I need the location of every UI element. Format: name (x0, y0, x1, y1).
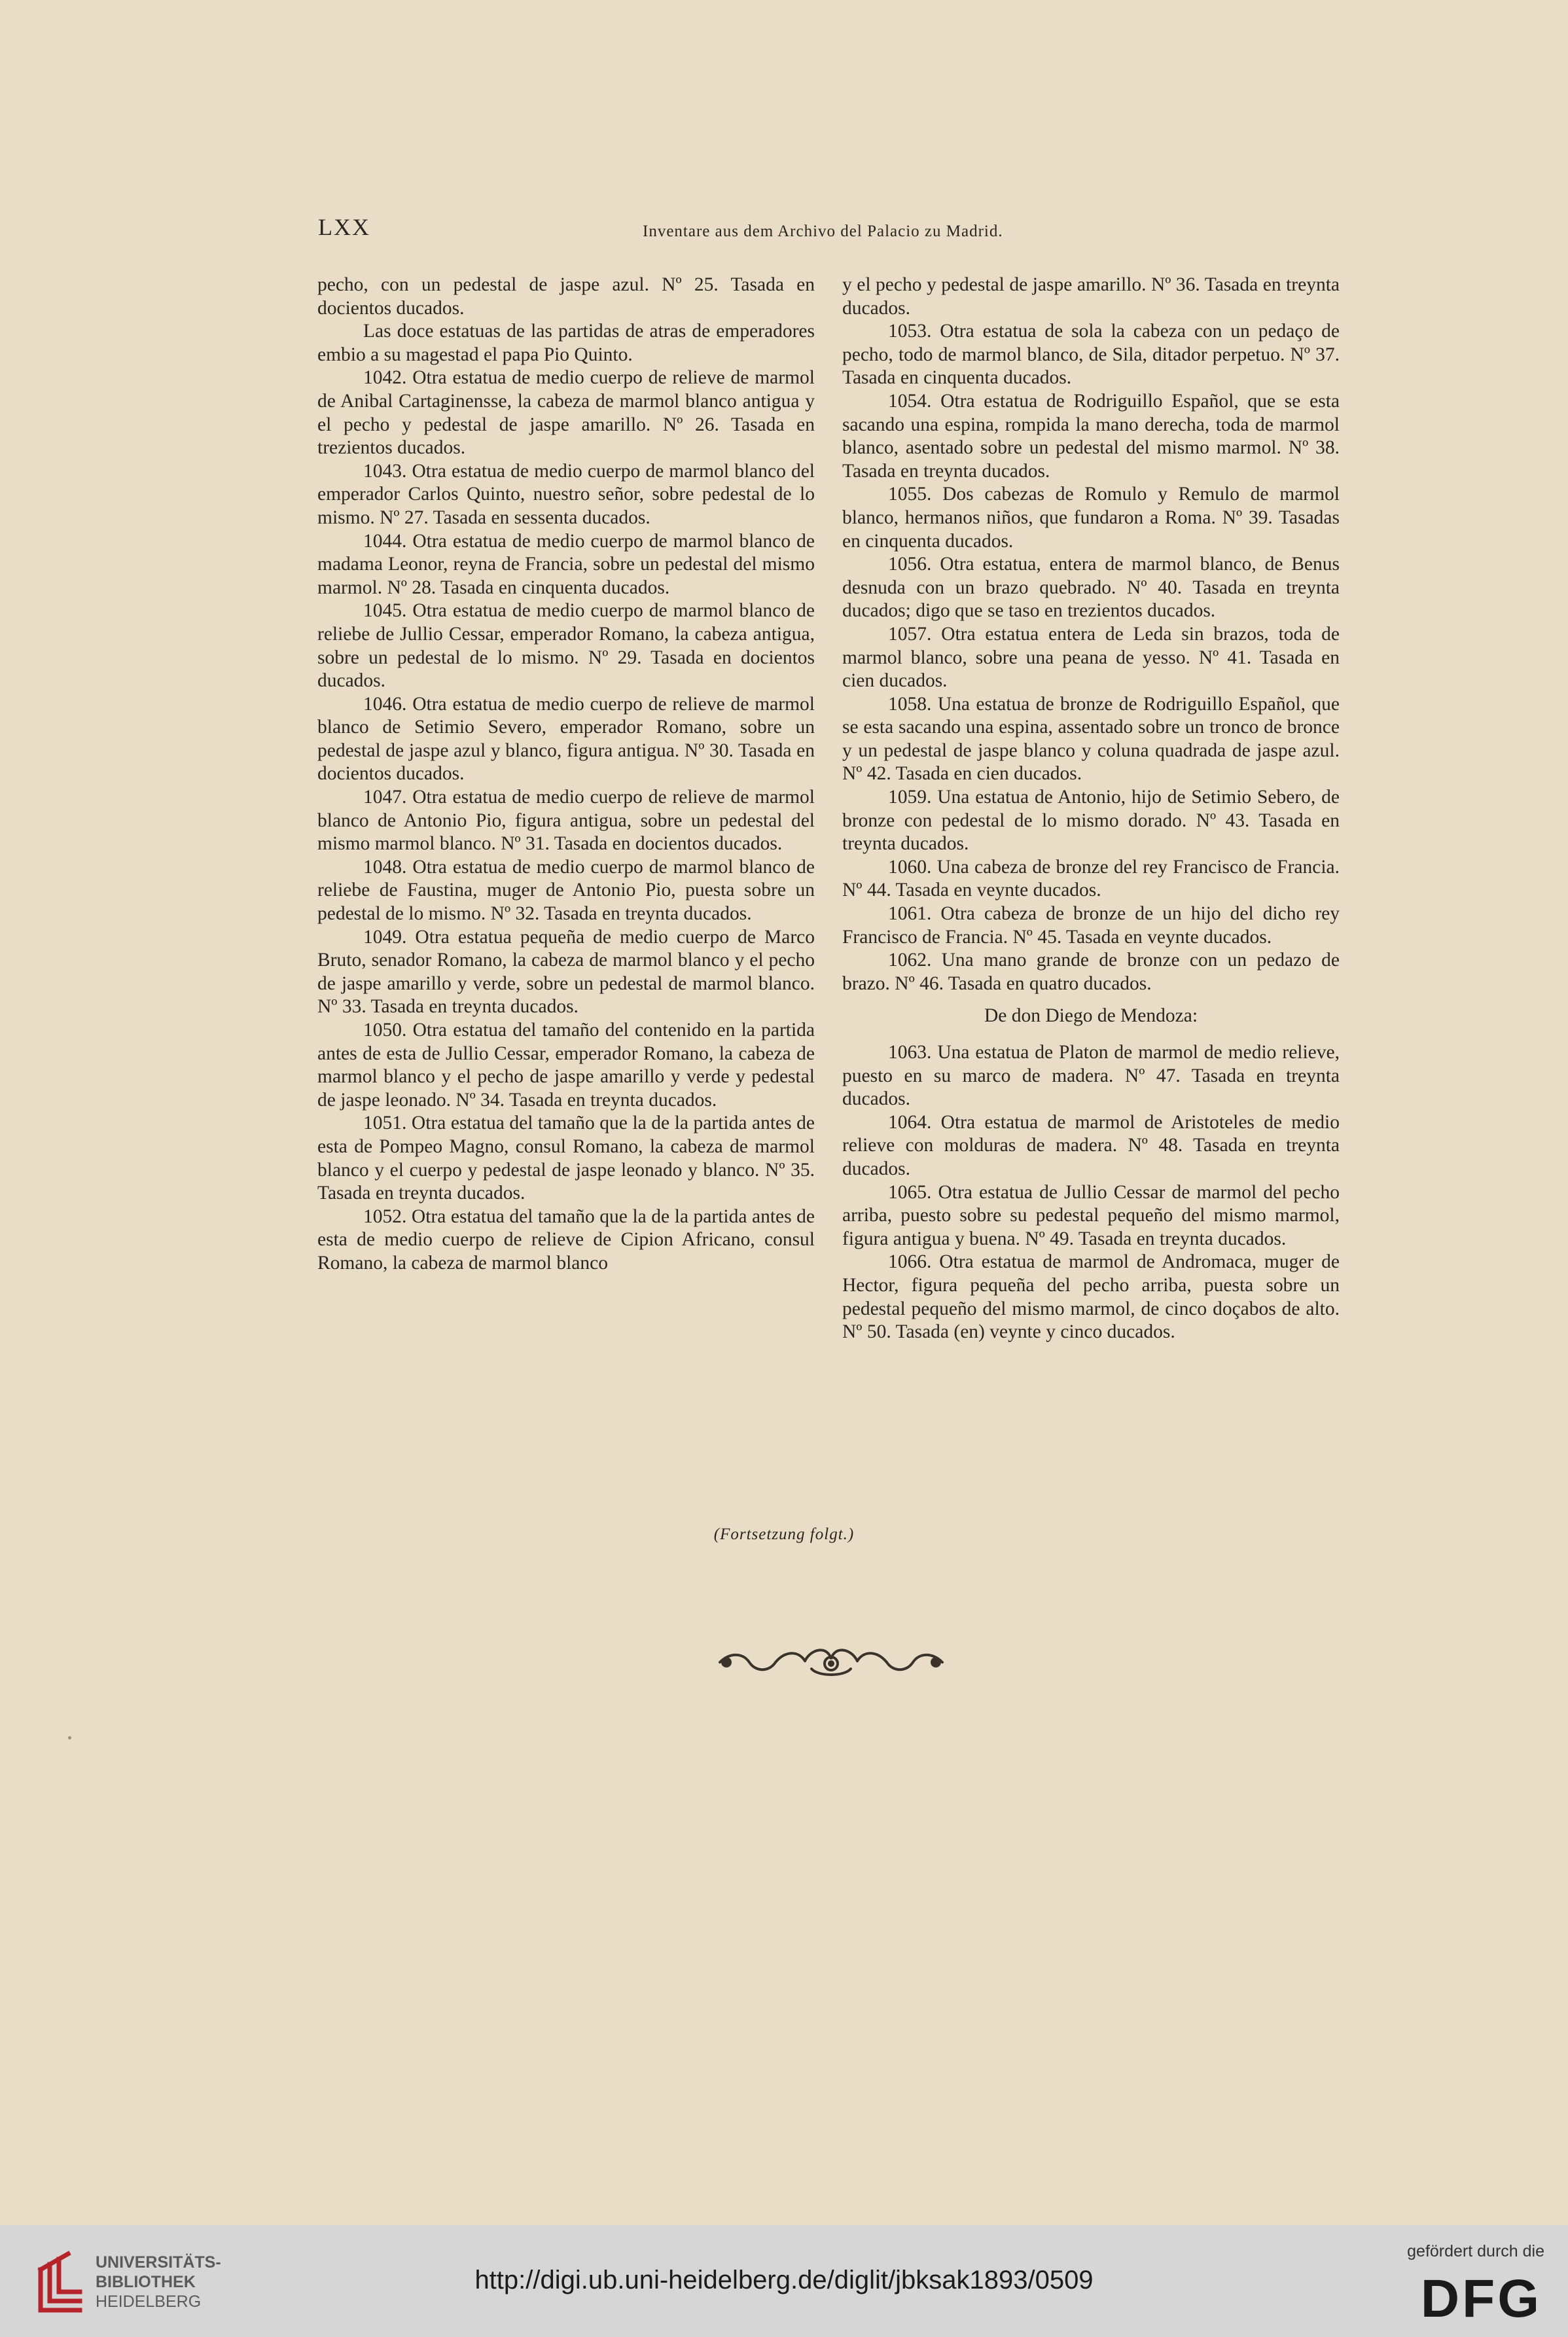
scan-speck (68, 1736, 71, 1739)
inventory-entry: 1055. Dos cabezas de Romulo y Remulo de marmol blanco, hermanos niños, que fundaron a Roma. Nº 39. Tasadas en cinquenta ducados. (842, 484, 1340, 552)
inventory-entry: 1043. Otra estatua de medio cuerpo de marmol blanco del emperador Carlos Quinto, nuestro señor, sobre pedestal de lo mismo. Nº 27. Tasada en sessenta ducados. (317, 460, 815, 528)
ornament-icon (713, 1643, 949, 1682)
inventory-entry: 1065. Otra estatua de Jullio Cessar de marmol del pecho arriba, puesto sobre su pedestal pequeño del mismo marmol, figura antigua y buena. Nº 49. Tasada en treynta ducados. (842, 1181, 1340, 1249)
inventory-entry: 1059. Una estatua de Antonio, hijo de Setimio Sebero, de bronze con pedestal de lo mismo dorado. Nº 43. Tasada en treynta ducados. (842, 787, 1340, 855)
inventory-entry: 1052. Otra estatua del tamaño que la de la partida antes de esta de medio cuerpo de relieve de Cipion Africano, consul Romano, la cabeza de marmol blanco (317, 1205, 815, 1274)
library-line-2: BIBLIOTHEK (96, 2273, 196, 2291)
inventory-entry: 1066. Otra estatua de marmol de Andromaca, muger de Hector, figura pequeña del pecho arriba, puesta sobre un pedestal pequeño del mismo marmol, de cinco doçabos de alto. Nº 50. Tasada (en) veynte y cinco ducados. (842, 1251, 1340, 1343)
inventory-entry: 1042. Otra estatua de medio cuerpo de relieve de marmol de Anibal Cartaginensse, la cabeza de marmol blanco antigua y el pecho y pedestal de jaspe amarillo. Nº 26. Tasada en trezientos ducados. (317, 367, 815, 459)
digitization-footer (0, 2225, 1568, 2337)
library-line-1: UNIVERSITÄTS- (96, 2253, 221, 2272)
permalink-url[interactable]: http://digi.ub.uni-heidelberg.de/diglit/jbksak1893/0509 (474, 2266, 1094, 2294)
inventory-entry: 1049. Otra estatua pequeña de medio cuerpo de Marco Bruto, senador Romano, la cabeza de marmol blanco y el pecho de jaspe amarillo y verde, sobre un pedestal de marmol blanco. Nº 33. Tasada en treynta ducados. (317, 926, 815, 1018)
inventory-entry: 1048. Otra estatua de medio cuerpo de marmol blanco de reliebe de Faustina, muger de Antonio Pio, puesta sobre un pedestal de lo mismo. Nº 32. Tasada en treynta ducados. (317, 856, 815, 925)
section-heading: De don Diego de Mendoza: (984, 1005, 1198, 1027)
page-header (318, 213, 1345, 253)
inventory-entry: 1060. Una cabeza de bronze del rey Francisco de Francia. Nº 44. Tasada en veynte ducados. (842, 856, 1340, 901)
inventory-entry: 1064. Otra estatua de marmol de Aristoteles de medio relieve con molduras de madera. Nº 48. Tasada en treynta ducados. (842, 1111, 1340, 1179)
inventory-entry: 1061. Otra cabeza de bronze de un hijo del dicho rey Francisco de Francia. Nº 45. Tasada en veynte ducados. (842, 903, 1340, 948)
inventory-entry: 1054. Otra estatua de Rodriguillo Español, que se esta sacando una espina, rompida la mano derecha, toda de marmol blanco, asentado sobre un pedestal del mismo marmol. Nº 38. Tasada en treynta ducados. (842, 390, 1340, 482)
library-line-3: HEIDELBERG (96, 2292, 202, 2311)
inventory-entry: 1062. Una mano grande de bronze con un pedazo de brazo. Nº 46. Tasada en quatro ducados. (842, 950, 1340, 994)
inventory-entry: pecho, con un pedestal de jaspe azul. Nº 25. Tasada en docientos ducados. (317, 274, 815, 319)
inventory-entry: y el pecho y pedestal de jaspe amarillo. Nº 36. Tasada en treynta ducados. (842, 274, 1340, 319)
inventory-entry: 1047. Otra estatua de medio cuerpo de relieve de marmol blanco de Antonio Pio, figura antigua, sobre un pedestal del mismo marmol blanco. Nº 31. Tasada en docientos ducados. (317, 787, 815, 855)
sponsor-note: gefördert durch die (1407, 2242, 1544, 2260)
inventory-entry: 1057. Otra estatua entera de Leda sin brazos, toda de marmol blanco, sobre una peana de yesso. Nº 41. Tasada en cien ducados. (842, 623, 1340, 692)
inventory-entry: 1045. Otra estatua de medio cuerpo de marmol blanco de reliebe de Jullio Cessar, emperador Romano, la cabeza antigua, sobre un pedestal de lo mismo. Nº 29. Tasada en docientos ducados. (317, 600, 815, 692)
inventory-entry: 1046. Otra estatua de medio cuerpo de relieve de marmol blanco de Setimio Severo, emperador Romano, sobre un pedestal de jaspe azul y blanco, figura antigua. Nº 30. Tasada en docientos ducados. (317, 693, 815, 785)
page-number: LXX (318, 214, 370, 240)
inventory-entry: 1063. Una estatua de Platon de marmol de medio relieve, puesto en su marco de madera. Nº 47. Tasada en treynta ducados. (842, 1042, 1340, 1110)
inventory-entry: 1058. Una estatua de bronze de Rodriguillo Español, que se esta sacando una espina, assentado sobre un tronco de bronce y un pedestal de jaspe blanco y coluna quadrada de jaspe azul. Nº 42. Tasada en cien ducados. (842, 693, 1340, 785)
inventory-entry: 1050. Otra estatua del tamaño del contenido en la partida antes de esta de Jullio Cessar, emperador Romano, la cabeza de marmol blanco y el pecho de jaspe amarillo y verde y pedestal de jaspe leonado. Nº 34. Tasada en treynta ducados. (317, 1020, 815, 1111)
inventory-entry: 1044. Otra estatua de medio cuerpo de marmol blanco de madama Leonor, reyna de Francia, sobre un pedestal del mismo marmol. Nº 28. Tasada en cinquenta ducados. (317, 530, 815, 598)
right-text-column (842, 274, 1340, 1344)
dfg-logo: DFG (1420, 2269, 1542, 2328)
inventory-entry: Las doce estatuas de las partidas de atras de emperadores embio a su magestad el papa Pio Quinto. (317, 321, 815, 365)
inventory-entry: 1051. Otra estatua del tamaño que la de la partida antes de esta de Pompeo Magno, consul Romano, la cabeza de marmol blanco y el cuerpo y pedestal de jaspe leonado y blanco. Nº 35. Tasada en treynta ducados. (317, 1113, 815, 1204)
inventory-entry: 1056. Otra estatua, entera de marmol blanco, de Benus desnuda con un brazo quebrado. Nº 40. Tasada en treynta ducados; digo que se taso en trezientos ducados. (842, 554, 1340, 622)
running-title: Inventare aus dem Archivo del Palacio zu Madrid. (643, 223, 1003, 240)
inventory-entry: 1053. Otra estatua de sola la cabeza con un pedaço de pecho, todo de marmol blanco, de Sila, ditador perpetuo. Nº 37. Tasada en cinquenta ducados. (842, 321, 1340, 389)
continuation-note: (Fortsetzung folgt.) (713, 1525, 855, 1543)
left-text-column (317, 274, 815, 1276)
